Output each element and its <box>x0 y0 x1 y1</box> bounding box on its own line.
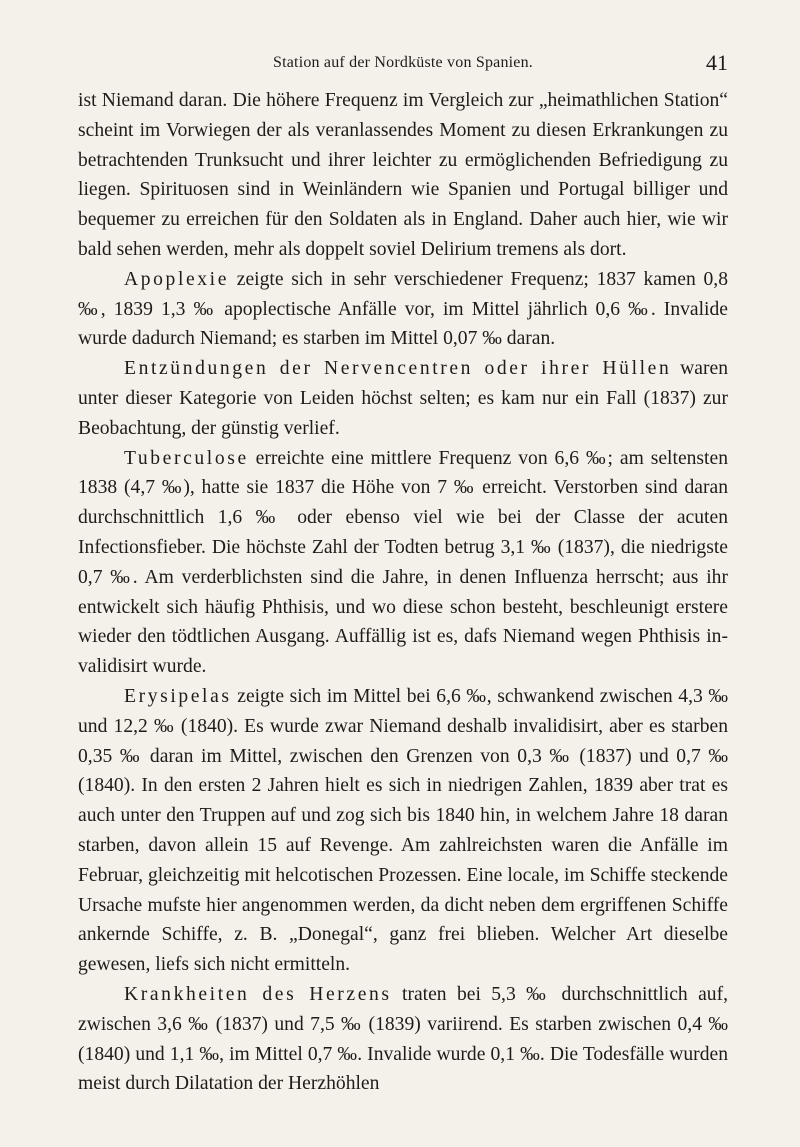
spaced-heading-term: Apoplexie <box>124 268 230 290</box>
paragraph-text: erreichte eine mittlere Frequenz von 6,6 ‰; am seltensten 1838 (4,7 ‰), hatte sie 1837 die Höhe von 7 ‰ erreicht. Verstorben sind daran durchschnittlich 1,6 ‰ oder ebenso viel wie bei der Classe der acuten Infectionsfieber. Die höchste Zahl der Todten betrug 3,1 ‰ (1837), die niedrigste 0,7 ‰. Am verderblichsten sind die Jahre, in denen Influenza herrscht; aus ihr entwickelt sich häufig Phthisis, und wo diese schon besteht, beschleunigt erstere wieder den tödtlichen Ausgang. Auffällig ist es, dafs Niemand wegen Phthisis invalidisirt wurde. <box>78 447 728 678</box>
spaced-heading-term: Tuberculose <box>124 447 249 469</box>
paragraph-text: traten bei 5,3 ‰ durchschnittlich auf, zwischen 3,6 ‰ (1837) und 7,5 ‰ (1839) variirend. Es starben zwischen 0,4 ‰ (1840) und 1,1 ‰, im Mittel 0,7 ‰. Invalide wurde 0,1 ‰. Die Todesfälle wurden meist durch Dilatation der Herzhöhlen <box>78 983 728 1095</box>
paragraph-text: waren unter dieser Kategorie von Leiden höchst selten; es kam nur ein Fall (1837) zur Beobachtung, der günstig verlief. <box>78 358 729 439</box>
paragraph-erysipelas <box>78 682 728 980</box>
spaced-heading-term: Entzündungen der Nervencentren oder ihrer Hüllen <box>124 358 672 380</box>
paragraph-text: zeigte sich im Mittel bei 6,6 ‰, schwankend zwischen 4,3 ‰ und 12,2 ‰ (1840). Es wurde zwar Niemand deshalb invalidisirt, aber es starben 0,35 ‰ daran im Mittel, zwischen den Grenzen von 0,3 ‰ (1837) und 0,7 ‰ (1840). In den ersten 2 Jahren hielt es sich in niedrigen Zahlen, 1839 aber trat es auch unter den Truppen auf und zog sich bis 1840 hin, in welchem Jahre 18 daran starben, davon allein 15 auf Revenge. Am zahlreichsten waren die Anfälle im Februar, gleichzeitig mit helcotischen Prozessen. Eine locale, im Schiffe steckende Ursache mufste hier angenommen werden, da dicht neben dem ergriffenen Schiffe ankernde Schiffe, z. B. „Donegal“, ganz frei blieben. Welcher Art dieselbe gewesen, liefs sich nicht ermitteln. <box>78 685 728 976</box>
page-number: 41 <box>706 50 728 75</box>
paragraph-text: zeigte sich in sehr verschiedener Frequenz; 1837 kamen 0,8 ‰, 1839 1,3 ‰ apoplectische Anfälle vor, im Mittel jährlich 0,6 ‰. Invalide wurde dadurch Niemand; es starben im Mittel 0,07 ‰ daran. <box>78 268 728 350</box>
paragraph-apoplexie <box>78 265 728 354</box>
running-title: Station auf der Nordküste von Spanien. <box>273 54 533 71</box>
running-head <box>78 50 728 80</box>
body-text <box>78 86 728 1099</box>
spaced-heading-term: Erysipelas <box>124 685 232 707</box>
paragraph-tuberculose <box>78 444 728 682</box>
paragraph-text: ist Niemand daran. Die höhere Frequenz im Vergleich zur „heimathlichen Station“ scheint im Vorwiegen der als veranlassendes Moment zu diesen Erkrankungen zu betrachtenden Trunksucht und ihrer leichter zu ermöglichenden Befriedigung zu liegen. Spirituosen sind in Weinländern wie Spanien und Portugal billiger und bequemer zu erreichen für den Soldaten als in England. Daher auch hier, wie wir bald sehen werden, mehr als doppelt soviel Delirium tremens als dort. <box>78 90 728 260</box>
paragraph-herzens <box>78 980 728 1099</box>
spaced-heading-term: Krankheiten des Herzens <box>124 983 392 1005</box>
paragraph-continuation <box>78 86 728 265</box>
paragraph-entzuendungen <box>78 354 728 443</box>
